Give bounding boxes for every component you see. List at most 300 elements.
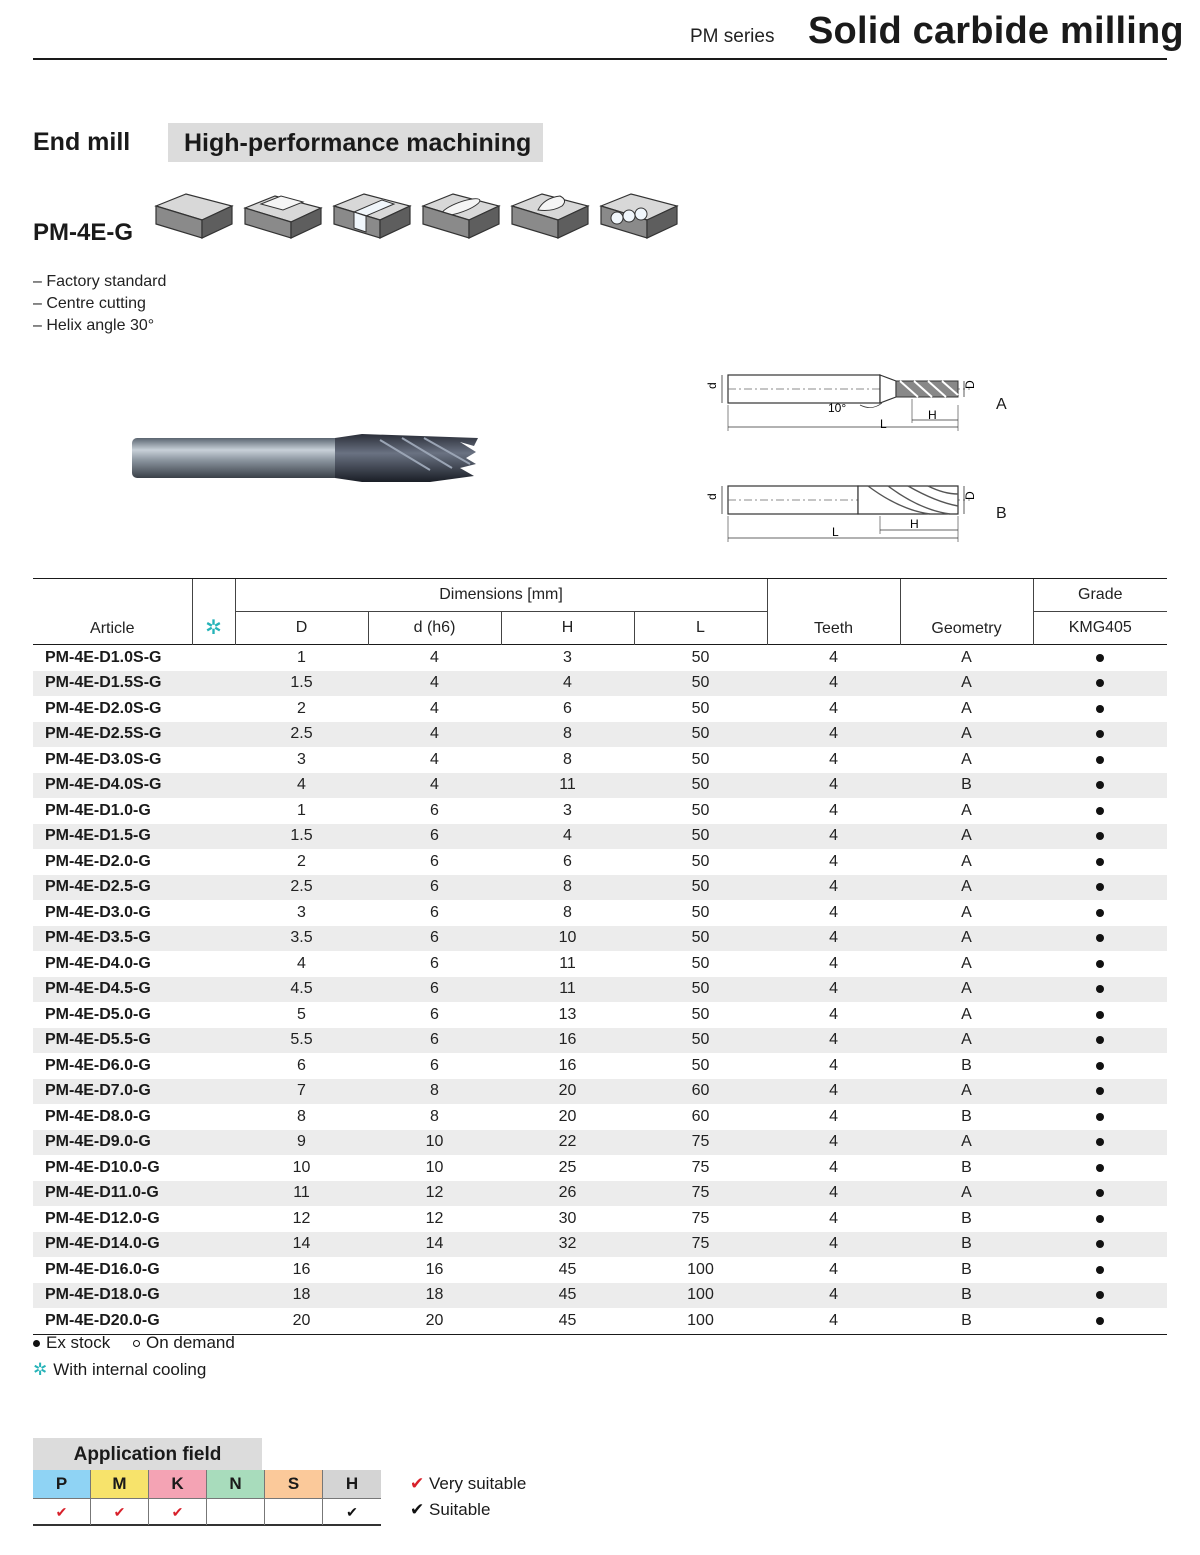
H-cell: 16 <box>558 1056 577 1074</box>
H-cell: 8 <box>563 750 572 768</box>
teeth-cell: 4 <box>767 1079 900 1105</box>
suitability-m <box>91 1499 149 1525</box>
D-cell: 2.5 <box>235 722 368 748</box>
ex-stock-dot-icon <box>1096 730 1104 738</box>
L-cell: 50 <box>691 648 710 666</box>
shoulder-milling-icon <box>241 182 325 242</box>
ex-stock-dot-icon <box>1096 654 1104 662</box>
teeth-cell: 4 <box>829 1005 838 1023</box>
grade-cell <box>1033 722 1167 748</box>
L-cell: 50 <box>691 1056 710 1074</box>
L-cell: 50 <box>634 671 767 697</box>
cooling-cell <box>192 645 235 671</box>
article-cell: PM-4E-D2.0S-G <box>45 699 162 717</box>
feature-item: – Centre cutting <box>33 295 146 312</box>
table-row <box>33 1028 1167 1054</box>
H-cell: 11 <box>501 773 634 799</box>
header-dimensions: Dimensions [mm] <box>235 579 767 612</box>
d-cell: 4 <box>368 773 501 799</box>
cooling-cell <box>192 1206 235 1232</box>
cooling-cell <box>192 1053 235 1079</box>
ex-stock-dot-icon <box>1096 934 1104 942</box>
header-article: Article <box>33 579 192 645</box>
H-cell: 30 <box>558 1209 577 1227</box>
table-row <box>33 977 1167 1003</box>
face-milling-icon <box>152 182 236 242</box>
teeth-cell: 4 <box>829 699 838 717</box>
table-row <box>33 1308 1167 1334</box>
red-check-icon: ✔ <box>410 1474 425 1493</box>
article-cell: PM-4E-D16.0-G <box>45 1260 160 1278</box>
grade-cell <box>1033 747 1167 773</box>
article-cell: PM-4E-D12.0-G <box>45 1209 160 1227</box>
cooling-cell <box>192 1028 235 1054</box>
cooling-cell <box>192 1308 235 1334</box>
H-cell: 25 <box>558 1158 577 1176</box>
teeth-cell: 4 <box>767 875 900 901</box>
ex-stock-dot-icon <box>1096 985 1104 993</box>
cooling-cell <box>192 951 235 977</box>
D-cell: 5.5 <box>235 1028 368 1054</box>
cooling-cell <box>192 1257 235 1283</box>
geometry-cell: B <box>900 1283 1033 1309</box>
drawing-b-L-label: L <box>832 525 839 539</box>
cooling-cell <box>192 773 235 799</box>
header-divider <box>33 58 1167 60</box>
geometry-cell: A <box>900 1181 1033 1207</box>
cooling-cell <box>192 696 235 722</box>
material-group-k: K <box>149 1470 207 1498</box>
cooling-cell <box>192 1181 235 1207</box>
cooling-cell <box>192 977 235 1003</box>
geometry-cell: A <box>900 1079 1033 1105</box>
teeth-cell: 4 <box>829 1107 838 1125</box>
L-cell: 50 <box>634 875 767 901</box>
d-cell: 10 <box>368 1130 501 1156</box>
ex-stock-dot-icon <box>1096 883 1104 891</box>
table-row <box>33 798 1167 824</box>
drawing-b-D-label: D <box>963 491 977 500</box>
D-cell: 4 <box>297 954 306 972</box>
geometry-a-label: A <box>996 396 1007 413</box>
cooling-cell <box>192 1130 235 1156</box>
red-check-icon: ✔ <box>171 1504 184 1520</box>
material-group-s: S <box>265 1470 323 1498</box>
H-cell: 6 <box>563 699 572 717</box>
article-cell: PM-4E-D4.0-G <box>45 954 151 972</box>
L-cell: 50 <box>634 824 767 850</box>
grade-cell <box>1033 977 1167 1003</box>
article-cell: PM-4E-D10.0-G <box>45 1158 160 1176</box>
d-cell: 10 <box>425 1158 444 1176</box>
L-cell: 50 <box>634 722 767 748</box>
L-cell: 75 <box>691 1158 710 1176</box>
article-cell: PM-4E-D6.0-G <box>45 1056 151 1074</box>
H-cell: 45 <box>558 1311 577 1329</box>
D-cell: 2 <box>297 852 306 870</box>
suitability-k <box>149 1499 207 1525</box>
grade-cell <box>1033 1181 1167 1207</box>
article-cell: PM-4E-D1.0S-G <box>45 648 162 666</box>
d-cell: 8 <box>368 1079 501 1105</box>
geometry-cell: B <box>900 1232 1033 1258</box>
drawing-a-angle-label: 10° <box>828 401 847 415</box>
d-cell: 8 <box>430 1107 439 1125</box>
ex-stock-dot-icon <box>1096 1266 1104 1274</box>
grade-cell <box>1033 900 1167 926</box>
teeth-cell: 4 <box>767 1028 900 1054</box>
teeth-cell: 4 <box>829 648 838 666</box>
D-cell: 5 <box>297 1005 306 1023</box>
teeth-cell: 4 <box>767 1181 900 1207</box>
table-row <box>33 1283 1167 1309</box>
feature-item: – Factory standard <box>33 273 167 290</box>
header-H: H <box>501 612 634 645</box>
grade-cell <box>1033 1079 1167 1105</box>
pocket-icon <box>508 182 592 242</box>
slotting-icon <box>330 182 414 242</box>
grade-cell <box>1033 875 1167 901</box>
geometry-cell: A <box>900 1130 1033 1156</box>
suitability-s <box>265 1499 323 1525</box>
grade-cell <box>1033 1002 1167 1028</box>
cooling-cell <box>192 798 235 824</box>
on-demand-label: On demand <box>145 1333 235 1352</box>
geometry-cell: B <box>961 1260 972 1278</box>
L-cell: 75 <box>634 1130 767 1156</box>
geometry-cell: A <box>900 875 1033 901</box>
plunge-icon <box>597 182 681 242</box>
article-cell: PM-4E-D7.0-G <box>33 1079 192 1105</box>
ex-stock-dot-icon <box>1096 705 1104 713</box>
D-cell: 1.5 <box>235 824 368 850</box>
geometry-cell: A <box>961 954 972 972</box>
d-cell: 4 <box>430 699 439 717</box>
header-geometry: Geometry <box>900 579 1033 645</box>
grade-cell <box>1033 1130 1167 1156</box>
teeth-cell: 4 <box>829 750 838 768</box>
article-cell: PM-4E-D3.0S-G <box>45 750 162 768</box>
L-cell: 50 <box>691 750 710 768</box>
teeth-cell: 4 <box>767 722 900 748</box>
grade-cell <box>1033 1028 1167 1054</box>
L-cell: 100 <box>687 1311 714 1329</box>
ex-stock-dot-icon <box>1096 1215 1104 1223</box>
ex-stock-dot-icon <box>1096 909 1104 917</box>
L-cell: 50 <box>634 926 767 952</box>
article-cell: PM-4E-D8.0-G <box>45 1107 151 1125</box>
table-row <box>33 747 1167 773</box>
table-row <box>33 926 1167 952</box>
teeth-cell: 4 <box>767 1283 900 1309</box>
H-cell: 11 <box>501 977 634 1003</box>
d-cell: 4 <box>430 648 439 666</box>
teeth-cell: 4 <box>767 1130 900 1156</box>
section-badge <box>168 123 543 162</box>
grade-cell <box>1033 1104 1167 1130</box>
teeth-cell: 4 <box>829 852 838 870</box>
grade-cell <box>1033 1257 1167 1283</box>
L-cell: 75 <box>634 1181 767 1207</box>
ex-stock-dot-icon <box>1096 1240 1104 1248</box>
internal-cooling-label: With internal cooling <box>53 1360 207 1379</box>
ex-stock-dot-icon <box>1096 1087 1104 1095</box>
section-badge-label: High-performance machining <box>184 129 532 157</box>
L-cell: 50 <box>691 699 710 717</box>
d-cell: 6 <box>368 875 501 901</box>
suitable-legend <box>410 1500 490 1520</box>
teeth-cell: 4 <box>829 954 838 972</box>
D-cell: 16 <box>292 1260 311 1278</box>
cooling-cell <box>192 1079 235 1105</box>
table-row <box>33 1155 1167 1181</box>
d-cell: 6 <box>368 824 501 850</box>
D-cell: 2.5 <box>235 875 368 901</box>
cooling-legend <box>33 1360 206 1380</box>
table-row <box>33 951 1167 977</box>
closed-slot-icon <box>419 182 503 242</box>
grade-cell <box>1033 824 1167 850</box>
article-cell: PM-4E-D1.0-G <box>45 801 151 819</box>
geometry-cell: B <box>961 1107 972 1125</box>
d-cell: 6 <box>430 1056 439 1074</box>
ex-stock-dot-icon <box>1096 679 1104 687</box>
suitability-h <box>323 1499 381 1525</box>
geometry-cell: B <box>961 1056 972 1074</box>
ex-stock-dot-icon <box>1096 1036 1104 1044</box>
grade-cell <box>1033 645 1167 671</box>
table-row <box>33 1104 1167 1130</box>
cooling-cell <box>192 671 235 697</box>
header-d: d (h6) <box>368 612 501 645</box>
d-cell: 6 <box>430 801 439 819</box>
table-row <box>33 900 1167 926</box>
H-cell: 11 <box>559 954 576 972</box>
teeth-cell: 4 <box>767 977 900 1003</box>
article-cell: PM-4E-D11.0-G <box>33 1181 192 1207</box>
table-row <box>33 1002 1167 1028</box>
black-check-icon: ✔ <box>410 1500 425 1519</box>
D-cell: 11 <box>235 1181 368 1207</box>
red-check-icon: ✔ <box>55 1504 68 1520</box>
material-group-m: M <box>91 1470 149 1498</box>
geometry-cell: A <box>961 648 972 666</box>
table-row <box>33 875 1167 901</box>
d-cell: 12 <box>368 1181 501 1207</box>
L-cell: 50 <box>691 801 710 819</box>
L-cell: 50 <box>691 1005 710 1023</box>
ex-stock-dot-icon <box>1096 756 1104 764</box>
article-cell: PM-4E-D5.5-G <box>33 1028 192 1054</box>
teeth-cell: 4 <box>767 926 900 952</box>
ex-stock-dot-icon <box>1096 960 1104 968</box>
D-cell: 1 <box>297 801 306 819</box>
d-cell: 20 <box>425 1311 444 1329</box>
internal-cooling-icon: ✲ <box>205 617 222 639</box>
d-cell: 6 <box>430 903 439 921</box>
table-row <box>33 1232 1167 1258</box>
teeth-cell: 4 <box>829 903 838 921</box>
material-group-h: H <box>323 1470 381 1498</box>
article-cell: PM-4E-D4.5-G <box>33 977 192 1003</box>
d-cell: 6 <box>368 926 501 952</box>
H-cell: 32 <box>501 1232 634 1258</box>
L-cell: 100 <box>634 1283 767 1309</box>
geometry-a-drawing <box>700 365 980 435</box>
H-cell: 8 <box>563 903 572 921</box>
D-cell: 9 <box>235 1130 368 1156</box>
teeth-cell: 4 <box>829 1056 838 1074</box>
table-row <box>33 1053 1167 1079</box>
geometry-cell: A <box>961 699 972 717</box>
table-row <box>33 722 1167 748</box>
H-cell: 4 <box>501 824 634 850</box>
very-suitable-label: Very suitable <box>428 1474 527 1493</box>
D-cell: 3 <box>297 903 306 921</box>
table-row <box>33 671 1167 697</box>
L-cell: 50 <box>634 977 767 1003</box>
table-row <box>33 773 1167 799</box>
series-label: PM series <box>690 26 775 47</box>
grade-cell <box>1033 1206 1167 1232</box>
product-code: PM-4E-G <box>33 219 134 246</box>
d-cell: 6 <box>368 977 501 1003</box>
table-row <box>33 1130 1167 1156</box>
H-cell: 10 <box>501 926 634 952</box>
D-cell: 18 <box>235 1283 368 1309</box>
section-title: End mill <box>33 128 131 156</box>
D-cell: 3.5 <box>235 926 368 952</box>
geometry-cell: A <box>961 903 972 921</box>
very-suitable-legend <box>410 1474 526 1494</box>
drawing-b-H-label: H <box>910 517 919 531</box>
geometry-cell: A <box>900 1028 1033 1054</box>
application-field-title-label: Application field <box>73 1444 222 1465</box>
article-table <box>33 578 1167 1335</box>
article-cell: PM-4E-D3.5-G <box>33 926 192 952</box>
L-cell: 60 <box>634 1079 767 1105</box>
ex-stock-dot-icon <box>1096 858 1104 866</box>
application-field-grid <box>33 1470 381 1526</box>
grade-cell <box>1033 1053 1167 1079</box>
cooling-cell <box>192 1232 235 1258</box>
d-cell: 16 <box>425 1260 444 1278</box>
on-demand-circle-icon <box>133 1340 140 1347</box>
drawing-a-d-label: d <box>705 382 719 389</box>
d-cell: 4 <box>368 671 501 697</box>
L-cell: 50 <box>634 773 767 799</box>
D-cell: 4 <box>235 773 368 799</box>
suitable-label: Suitable <box>428 1500 491 1519</box>
header-grade-name: KMG405 <box>1033 612 1167 645</box>
stock-legend <box>33 1333 235 1353</box>
geometry-cell: A <box>961 801 972 819</box>
d-cell: 6 <box>430 954 439 972</box>
L-cell: 100 <box>687 1260 714 1278</box>
table-row <box>33 849 1167 875</box>
table-row <box>33 824 1167 850</box>
table-row <box>33 1257 1167 1283</box>
header-D: D <box>235 612 368 645</box>
geometry-cell: A <box>961 750 972 768</box>
D-cell: 20 <box>292 1311 311 1329</box>
article-cell: PM-4E-D14.0-G <box>33 1232 192 1258</box>
D-cell: 7 <box>235 1079 368 1105</box>
article-cell: PM-4E-D4.0S-G <box>33 773 192 799</box>
grade-cell <box>1033 1155 1167 1181</box>
cooling-cell <box>192 1002 235 1028</box>
drawing-a-D-label: D <box>963 380 977 389</box>
L-cell: 50 <box>691 852 710 870</box>
application-field-title <box>33 1438 262 1470</box>
teeth-cell: 4 <box>829 1209 838 1227</box>
D-cell: 10 <box>292 1158 311 1176</box>
cooling-cell <box>192 722 235 748</box>
teeth-cell: 4 <box>767 824 900 850</box>
geometry-cell: A <box>900 722 1033 748</box>
geometry-b-drawing <box>700 480 980 545</box>
header-L: L <box>634 612 767 645</box>
page-title: Solid carbide milling <box>808 10 1184 52</box>
cooling-cell <box>192 824 235 850</box>
H-cell: 6 <box>563 852 572 870</box>
geometry-cell: A <box>961 1005 972 1023</box>
cooling-cell <box>192 1155 235 1181</box>
material-group-p: P <box>33 1470 91 1498</box>
header-cooling <box>192 579 235 645</box>
H-cell: 8 <box>501 722 634 748</box>
ex-stock-dot-icon <box>1096 807 1104 815</box>
ex-stock-dot-icon <box>1096 1062 1104 1070</box>
H-cell: 3 <box>563 648 572 666</box>
ex-stock-dot-icon <box>33 1340 40 1347</box>
D-cell: 8 <box>297 1107 306 1125</box>
article-cell: PM-4E-D3.0-G <box>45 903 151 921</box>
d-cell: 6 <box>430 852 439 870</box>
table-row <box>33 645 1167 671</box>
table-row <box>33 1079 1167 1105</box>
header-teeth: Teeth <box>767 579 900 645</box>
suitability-p <box>33 1499 91 1525</box>
red-check-icon: ✔ <box>113 1504 126 1520</box>
cooling-cell <box>192 747 235 773</box>
d-cell: 4 <box>368 722 501 748</box>
H-cell: 45 <box>558 1260 577 1278</box>
H-cell: 4 <box>501 671 634 697</box>
D-cell: 3 <box>297 750 306 768</box>
article-cell: PM-4E-D9.0-G <box>33 1130 192 1156</box>
geometry-cell: B <box>961 1209 972 1227</box>
L-cell: 60 <box>691 1107 710 1125</box>
grade-cell <box>1033 1232 1167 1258</box>
article-cell: PM-4E-D1.5S-G <box>33 671 192 697</box>
grade-cell <box>1033 849 1167 875</box>
D-cell: 4.5 <box>235 977 368 1003</box>
d-cell: 18 <box>368 1283 501 1309</box>
d-cell: 4 <box>430 750 439 768</box>
suitability-n <box>207 1499 265 1525</box>
ex-stock-dot-icon <box>1096 1138 1104 1146</box>
d-cell: 14 <box>368 1232 501 1258</box>
teeth-cell: 4 <box>829 1158 838 1176</box>
grade-cell <box>1033 951 1167 977</box>
internal-cooling-icon: ✲ <box>33 1360 48 1379</box>
H-cell: 3 <box>563 801 572 819</box>
black-check-icon: ✔ <box>346 1504 358 1520</box>
teeth-cell: 4 <box>829 1311 838 1329</box>
D-cell: 1 <box>297 648 306 666</box>
L-cell: 75 <box>691 1209 710 1227</box>
